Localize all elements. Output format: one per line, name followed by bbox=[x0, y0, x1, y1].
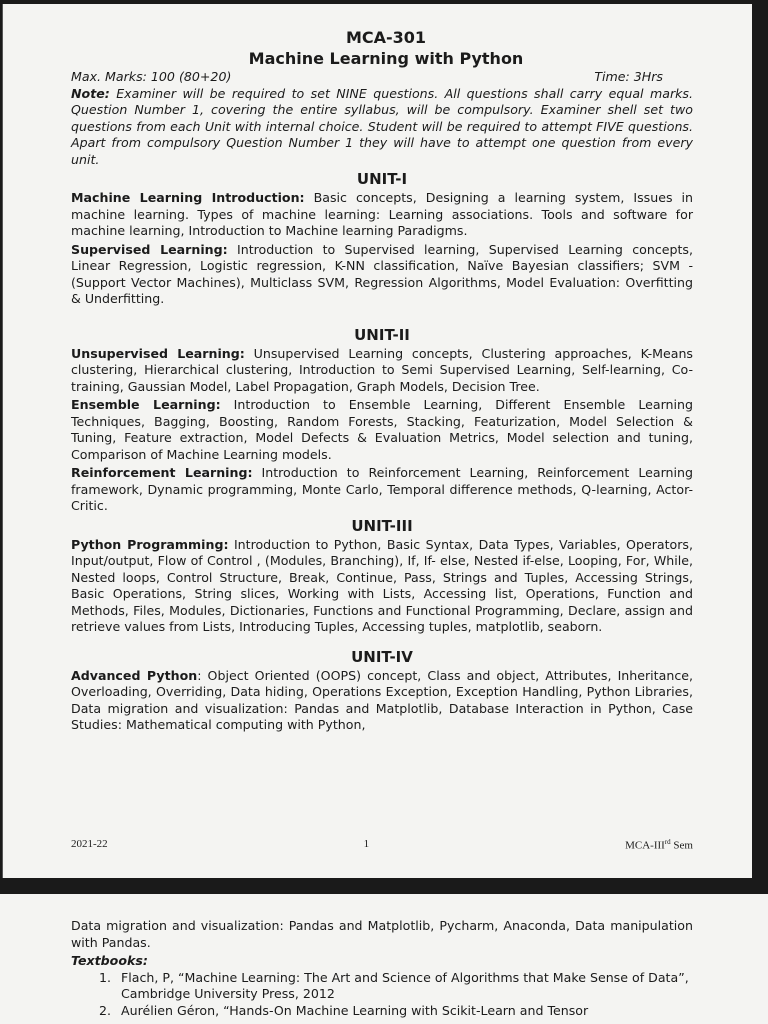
topic-label: Advanced Python bbox=[71, 667, 198, 683]
semester-prefix: MCA-III bbox=[625, 839, 665, 852]
topic-label: Ensemble Learning: bbox=[71, 397, 221, 412]
unit-4-topic-advanced-python bbox=[71, 668, 693, 734]
topic-label: Python Programming: bbox=[71, 536, 229, 552]
topic-text: Introduction to Reinforcement Learning, Reinforcement Learning framework, Dynamic programming, Monte Carlo, Temporal difference methods, Q-learning, Actor-Critic. bbox=[71, 465, 693, 513]
continuation-text: Data migration and visualization: Pandas and Matplotlib, Pycharm, Anaconda, Data manipulation with Pandas. bbox=[71, 918, 693, 950]
footer-page-number: 1 bbox=[363, 838, 370, 850]
semester-suffix: Sem bbox=[670, 839, 693, 852]
marks-time-line bbox=[71, 69, 693, 86]
topic-label: Supervised Learning: bbox=[71, 241, 228, 257]
unit-1-topic-supervised bbox=[71, 242, 693, 308]
course-title: Machine Learning with Python bbox=[248, 49, 524, 68]
topic-text: Unsupervised Learning concepts, Clustering approaches, K-Means clustering, Hierarchical clustering, Introduction to Semi Supervised Learning, Self-learning, Co-training, Gaussian Model, Label Propagation, Graph Models, Decision Tree. bbox=[71, 345, 693, 394]
note-label: Note: bbox=[71, 85, 110, 101]
exam-note bbox=[71, 86, 693, 169]
course-code: MCA-301 bbox=[345, 28, 427, 47]
topic-text: Introduction to Supervised learning, Supervised Learning concepts, Linear Regression, Logistic regression, K-NN classification, Naïve Bayesian classifiers; SVM - (Support Vector Machines), Multiclass SVM, Regression Algorithms, Model Evaluation: Overfitting & Underfitting. bbox=[71, 241, 693, 306]
unit-3-topic-python bbox=[71, 537, 693, 636]
unit-1-topic-ml-intro bbox=[71, 190, 693, 240]
unit-2-heading: UNIT-II bbox=[354, 325, 410, 344]
topic-text: : Object Oriented (OOPS) concept, Class and object, Attributes, Inheritance, Overloading, Overriding, Data hiding, Operations Exception, Exception Handling, Python Libraries, Data migration and visualization: Pandas and Matplotlib, Database Interaction in Python, Case Studies: Mathematical computing with Python, bbox=[71, 667, 693, 732]
topic-label: Unsupervised Learning: bbox=[71, 345, 245, 361]
page-footer bbox=[71, 838, 693, 852]
page-2-content bbox=[71, 918, 693, 1019]
unit-3-heading: UNIT-III bbox=[351, 516, 413, 535]
note-text: Examiner will be required to set NINE questions. All questions shall carry equal marks. Question Number 1, covering the entire syllabus, will be compulsory. Examiner shell set two questions from each Unit with internal choice. Student will be required to attempt FIVE questions. Apart from compulsory Question Number 1 they will have to attempt one question from every unit. bbox=[71, 85, 693, 167]
unit-1-heading: UNIT-I bbox=[356, 170, 408, 188]
max-marks: Max. Marks: 100 (80+20) bbox=[71, 69, 232, 84]
unit-2-topic-unsupervised bbox=[71, 346, 693, 396]
footer-semester bbox=[625, 838, 693, 852]
topic-text: Basic concepts, Designing a learning system, Issues in machine learning. Types of machine learning: Learning associations. Tools and software for machine learning, Introduction to Machine learning Paradigms. bbox=[71, 190, 693, 238]
unit-2-topic-ensemble bbox=[71, 397, 693, 463]
exam-time: Time: 3Hrs bbox=[594, 69, 663, 84]
textbook-item: 2. Aurélien Géron, “Hands-On Machine Learning with Scikit-Learn and Tensor bbox=[115, 1003, 693, 1020]
textbooks-heading: Textbooks: bbox=[71, 953, 148, 968]
textbook-item: 1. Flach, P, “Machine Learning: The Art and Science of Algorithms that Make Sense of Data”, Cambridge University Press, 2012 bbox=[115, 970, 693, 1003]
semester-sup: rd bbox=[664, 838, 671, 846]
page-1-content bbox=[71, 28, 693, 736]
unit-4-heading: UNIT-IV bbox=[351, 647, 413, 666]
footer-year: 2021-22 bbox=[71, 838, 108, 850]
topic-label: Machine Learning Introduction: bbox=[71, 190, 305, 205]
unit-2-topic-reinforcement bbox=[71, 465, 693, 515]
scan-edge bbox=[752, 0, 768, 884]
textbooks-list bbox=[71, 970, 693, 1020]
topic-label: Reinforcement Learning: bbox=[71, 465, 253, 480]
topic-text: Introduction to Ensemble Learning, Different Ensemble Learning Techniques, Bagging, Boosting, Random Forests, Stacking, Featurization, Model Selection & Tuning, Feature extraction, Model Defects & Evaluation Metrics, Model selection and tuning, Comparison of Machine Learning models. bbox=[71, 397, 694, 462]
topic-text: Introduction to Python, Basic Syntax, Data Types, Variables, Operators, Input/output, Flow of Control , (Modules, Branching), If, If- else, Nested if-else, Looping, For, While, Nested loops, Control Structure, Break, Continue, Pass, Strings and Tuples, Accessing Strings, Basic Operations, String slices, Working with Lists, Accessing list, Operations, Function and Methods, Files, Modules, Dictionaries, Functions and Functional Programming, Declare, assign and retrieve values from Lists, Introducing Tuples, Accessing tuples, matplotlib, seaborn. bbox=[71, 536, 693, 634]
